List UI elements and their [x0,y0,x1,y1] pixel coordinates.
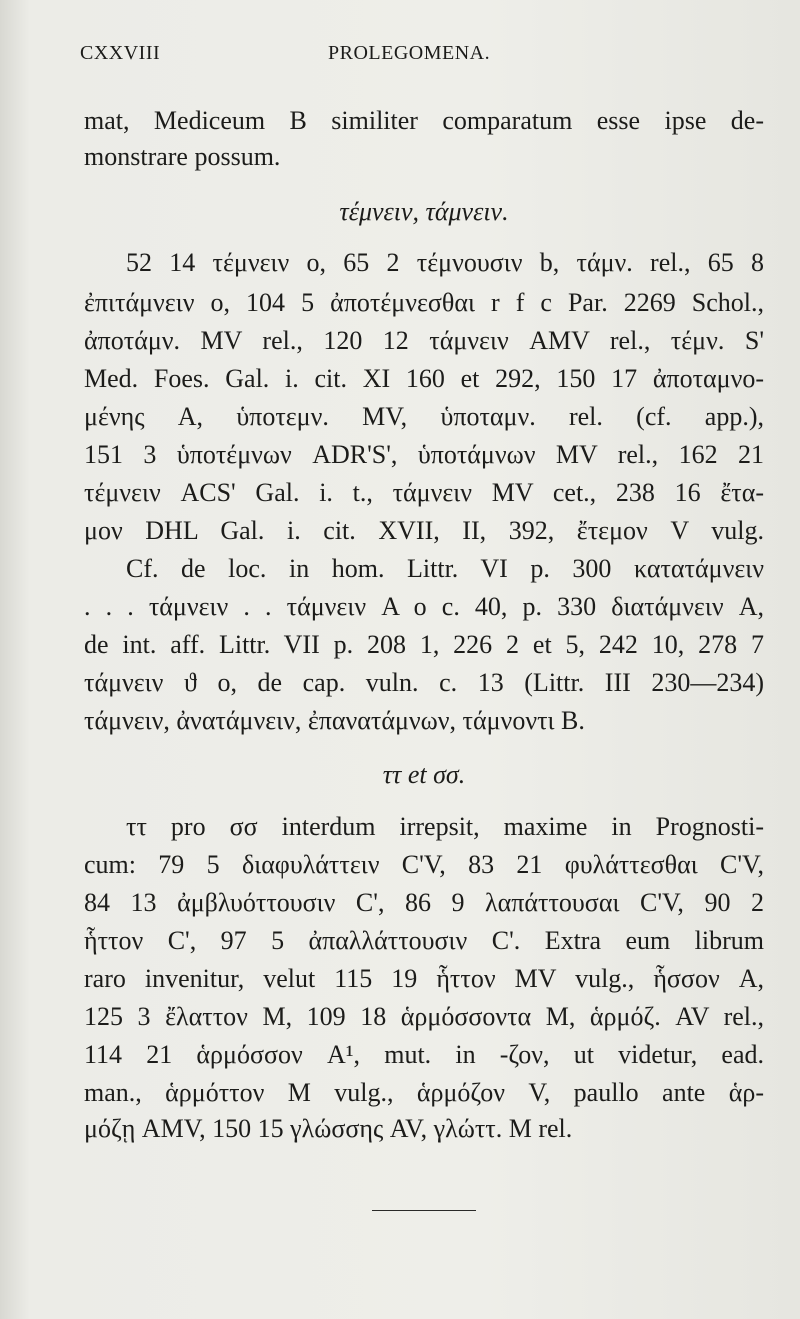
text-line: de int. aff. Littr. VII p. 208 1, 226 2 et 5, 242 10, 278 7 [84,630,764,659]
footnote-rule [372,1210,476,1211]
text-line: 151 3 ὑποτέμνων ADR'S', ὑποτάμνων MV rel., 162 21 [84,440,764,469]
running-title: PROLEGOMENA. [328,42,491,64]
text-line: monstrare possum. [84,142,281,171]
text-line: Cf. de loc. in hom. Littr. VI p. 300 κατατάμνειν [126,554,764,583]
text-line: τέμνειν ACS' Gal. i. t., τάμνειν MV cet., 238 16 ἔτα- [84,478,764,507]
text-line: ττ pro σσ interdum irrepsit, maxime in Prognosti- [126,812,764,841]
page-number: CXXVIII [80,42,161,64]
text-line: ἀποτάμν. MV rel., 120 12 τάμνειν AMV rel., τέμν. S' [84,326,764,355]
text-line: ἧττον C', 97 5 ἀπαλλάττουσιν C'. Extra eum librum [84,926,764,955]
text-line: mat, Mediceum B similiter comparatum esse ipse de- [84,106,764,135]
text-line: . . . τάμνειν . . τάμνειν A o c. 40, p. 330 διατάμνειν A, [84,592,764,621]
text-line: μον DHL Gal. i. cit. XVII, II, 392, ἔτεμον V vulg. [84,516,764,545]
section-heading: τέμνειν, τάμνειν. [339,197,509,226]
running-header [80,42,760,82]
text-line: ἐπιτάμνειν o, 104 5 ἀποτέμνεσθαι r f c Par. 2269 Schol., [84,288,764,317]
text-line: cum: 79 5 διαφυλάττειν C'V, 83 21 φυλάττεσθαι C'V, [84,850,764,879]
text-line: μόζῃ AMV, 150 15 γλώσσης AV, γλώττ. M rel. [84,1114,573,1143]
text-line: μένης A, ὑποτεμν. MV, ὑποταμν. rel. (cf. app.), [84,402,764,431]
text-line: man., ἁρμόττον M vulg., ἁρμόζον V, paullo ante ἁρ- [84,1078,764,1107]
text-line: τάμνειν ϑ o, de cap. vuln. c. 13 (Littr. III 230—234) [84,668,764,697]
section-heading: ττ et σσ. [382,760,466,789]
text-line: 125 3 ἔλαττον M, 109 18 ἁρμόσσοντα M, ἁρμόζ. AV rel., [84,1002,764,1031]
text-line: 114 21 ἁρμόσσον A¹, mut. in -ζον, ut videtur, ead. [84,1040,764,1069]
text-line: 52 14 τέμνειν o, 65 2 τέμνουσιν b, τάμν. rel., 65 8 [126,248,764,277]
text-line: Med. Foes. Gal. i. cit. XI 160 et 292, 150 17 ἀποταμνο- [84,364,764,393]
text-line: raro invenitur, velut 115 19 ἧττον MV vulg., ἧσσον A, [84,964,764,993]
text-line: 84 13 ἀμβλυόττουσιν C', 86 9 λαπάττουσαι C'V, 90 2 [84,888,764,917]
text-line: τάμνειν, ἀνατάμνειν, ἐπανατάμνων, τάμνοντι B. [84,706,585,735]
